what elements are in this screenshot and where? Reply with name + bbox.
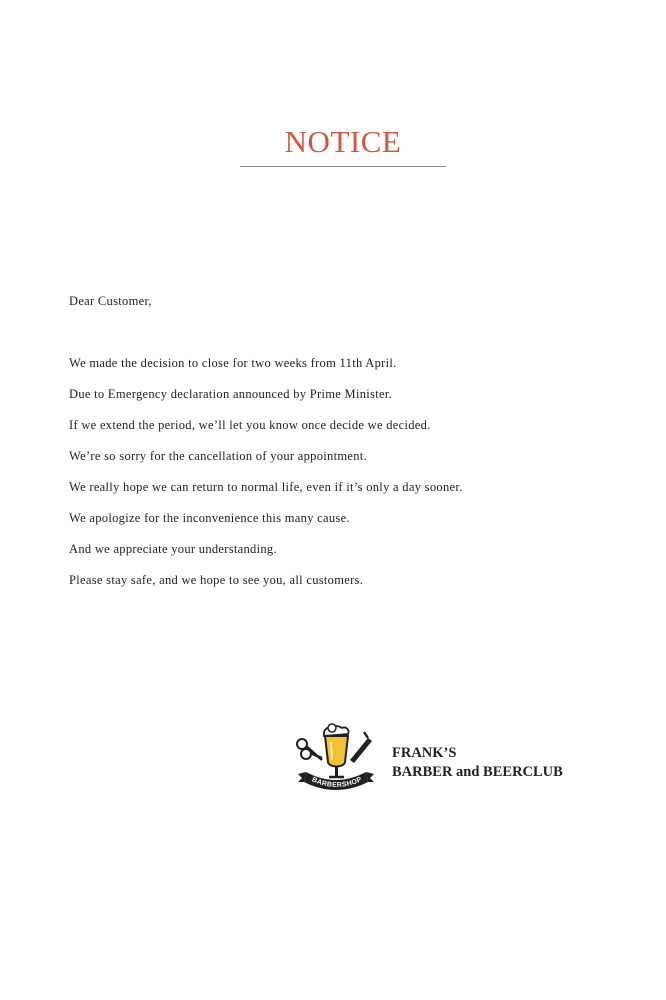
notice-title: NOTICE [284, 124, 402, 159]
notice-line: Due to Emergency declaration announced by Prime Minister. [69, 387, 393, 401]
notice-line: We’re so sorry for the cancellation of your appointment. [69, 449, 367, 463]
notice-line: We made the decision to close for two weeks from 11th April. [69, 356, 397, 370]
barbershop-beer-logo-icon [292, 722, 376, 796]
notice-line: If we extend the period, we’ll let you know once decide we decided. [69, 418, 431, 432]
logo-banner-text: BARBERSHOP [310, 776, 364, 790]
brand-name [392, 744, 563, 782]
brand-line-1: FRANK’S [392, 745, 457, 761]
notice-line: Please stay safe, and we hope to see you, all customers. [69, 573, 364, 587]
notice-line: We apologize for the inconvenience this many cause. [69, 511, 350, 525]
notice-line: And we appreciate your understanding. [69, 542, 277, 556]
notice-body [69, 354, 463, 602]
salutation: Dear Customer, [69, 294, 152, 308]
title-underline [240, 166, 446, 167]
brand-line-2: BARBER and BEERCLUB [392, 764, 563, 780]
notice-line: We really hope we can return to normal life, even if it’s only a day sooner. [69, 480, 463, 494]
